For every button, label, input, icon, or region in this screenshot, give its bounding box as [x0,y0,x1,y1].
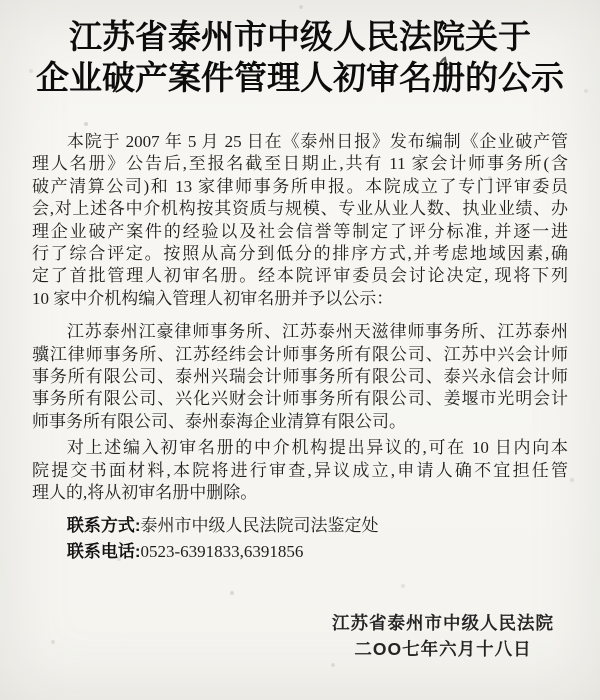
notice-title [0,16,600,98]
contact-section [32,513,568,565]
signature-org: 江苏省泰州市中级人民法院 [332,613,554,633]
body-line: 骥江律师事务所、江苏经纬会计师事务所有限公司、江苏中兴会计师 [32,344,568,364]
body-line: 本院于 2007 年 5 月 25 日在《泰州日报》发布编制《企业破产管 [66,132,568,151]
body-line: 理人的,将从初审名册中删除。 [32,483,258,503]
paragraph-objection [32,437,568,504]
body-line: 江苏泰州江豪律师事务所、江苏泰州天滋律师事务所、江苏泰州 [66,322,568,342]
notice-body [32,131,568,565]
body-line: 会,对上述各中介机构按其资质与规模、专业从业人数、执业业绩、办 [32,199,568,219]
contact-phone-line [67,539,568,565]
scan-noise-speckles [0,0,2,2]
body-line: 院提交书面材料,本院将进行审查,异议成立,申请人确不宜担任管 [32,460,568,480]
signature-date: 二OO七年六月十八日 [354,638,532,659]
paragraph-roster-list [32,321,568,433]
paragraph-intro [32,131,568,310]
body-line: 事务所有限公司、兴化兴财会计师事务所有限公司、姜堰市光明会计 [32,389,568,409]
contact-method-value: 泰州市中级人民法院司法鉴定处 [140,515,379,535]
notice-title-line-1: 江苏省泰州市中级人民法院关于 [69,18,531,55]
body-line: 事务所有限公司、泰州兴瑞会计师事务所有限公司、泰兴永信会计师 [32,367,568,387]
notice-title-line-2: 企业破产案件管理人初审名册的公示 [36,59,564,96]
body-line: 10 家中介机构编入管理人初审名册并予以公示： [32,288,394,308]
contact-method-label: 联系方式: [66,515,141,535]
body-line: 定了首批管理人初审名册。经本院评审委员会讨论决定, 现将下列 [32,266,568,286]
contact-phone-value: 0523-6391833,6391856 [140,541,304,561]
body-line: 行了综合评定。按照从高分到低分的排序方式,并考虑地域因素,确 [32,244,568,264]
body-line: 理企业破产案件的经验以及社会信誉等制定了评分标准, 并逐一进 [32,221,568,241]
body-line: 理人名册》公告后,至报名截至日期止,共有 11 家会计师事务所(含 [32,154,568,174]
signature-block [332,611,554,662]
contact-method-line [67,513,568,539]
body-line: 对上述编入初审名册的中介机构提出异议的,可在 10 日内向本 [66,438,568,458]
body-line: 破产清算公司)和 13 家律师事务所申报。本院成立了专门评审委员 [32,176,568,196]
contact-phone-label: 联系电话: [66,541,141,561]
body-line: 师事务所有限公司、泰州泰海企业清算有限公司。 [32,411,406,431]
